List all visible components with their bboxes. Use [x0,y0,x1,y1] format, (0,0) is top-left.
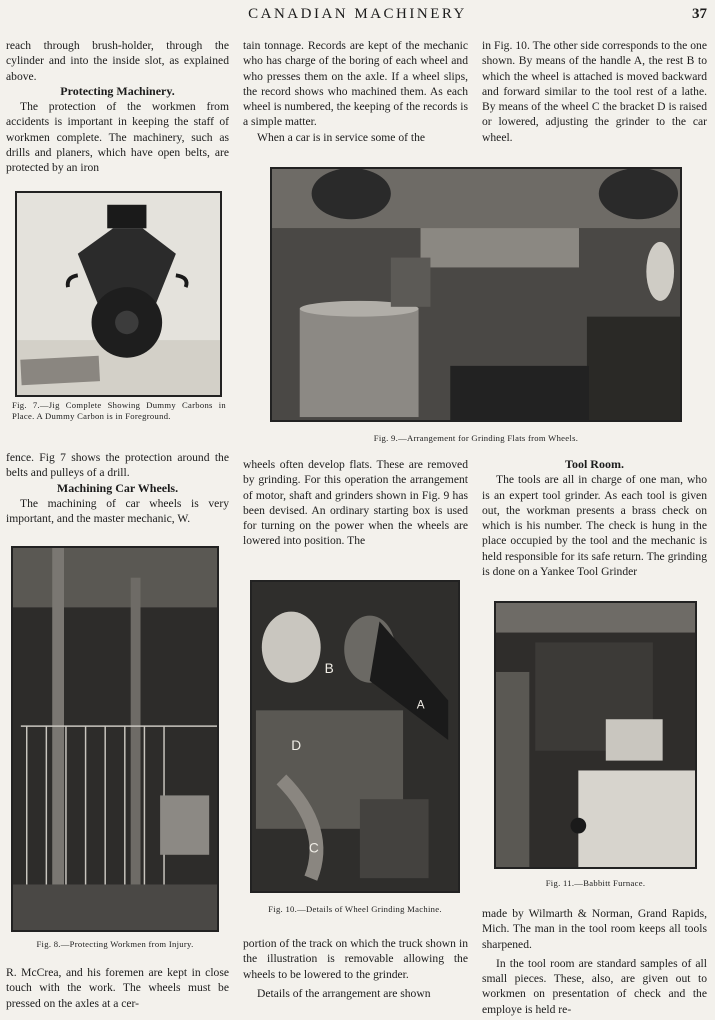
section-heading: Machining Car Wheels. [56,480,179,495]
page-number: 37 [692,6,707,22]
paragraph: When a car is in service some of the [257,130,426,144]
paragraph: reach through brush-holder, through the cylinder and into the inside slot, as explained above. [6,39,229,83]
figure-10-label-c: C [308,840,319,856]
running-head: CANADIAN MACHINERY [248,6,467,22]
column-1-bottom [6,965,229,1011]
paragraph: Details of the arrangement are shown [257,986,431,1000]
paragraph: The protection of the workmen from accidents is important in keeping the staff of workmen complete. The machinery, such as drills and planers, which have open belts, are protected by an iron [6,100,229,175]
column-3-top [482,38,707,145]
column-2-top [243,38,468,145]
figure-11-photo [494,601,697,869]
paragraph: fence. Fig 7 shows the protection around the belts and pulleys of a drill. [6,451,229,480]
paragraph: The machining of car wheels is very important, and the master mechanic, W. [6,496,229,526]
section-heading: Tool Room. [565,457,624,471]
figure-10-label-d: D [291,737,302,753]
figure-8-photo [11,546,219,932]
figure-7-photo [15,191,222,397]
figure-10-label-b: B [324,660,334,676]
figure-8-caption: Fig. 8.—Protecting Workmen from Injury. [36,939,194,949]
paragraph: The tools are all in charge of one man, who is an expert tool grinder. As each tool is given out, the workman presents a brass check on which is his number. The check is hung in the place occupied by the tool and the mechanic is held responsible for its safe return. The grinding is done on a Yankee Tool Grinder [482,473,707,579]
column-2-bottom [243,936,468,1001]
paragraph: made by Wilmarth & Norman, Grand Rapids, Mich. The man in the tool room keeps all tools sharpened. [482,907,707,951]
section-heading: Protecting Machinery. [60,83,175,98]
column-3-bottom [482,906,707,1017]
figure-10-caption: Fig. 10.—Details of Wheel Grinding Machine. [268,904,442,914]
figure-10-photo [250,580,460,893]
column-2-middle [243,457,468,549]
figure-10-label-a: A [416,697,425,712]
paragraph: portion of the track on which the truck shown in the illustration is removable allowing the wheels to be lowered to the grinder. [243,937,468,981]
paragraph: in Fig. 10. The other side corresponds to the one shown. By means of the handle A, the rest B to which the wheel is attached is moved backward and forward similar to the tool rest of a lathe. By means of the wheel C the bracket D is raised or lowered, adjusting the grinder to the car wheel. [482,39,707,144]
paragraph: R. McCrea, and his foremen are kept in close touch with the work. The wheels must be pressed on the axles at a cer- [6,966,229,1010]
column-3-middle [482,457,707,579]
column-1-middle [6,450,229,526]
figure-9-photo [270,167,682,422]
paragraph: In the tool room are standard samples of all small pieces. These, also, are given out to workmen on presentation of check and the employe is held re- [482,956,707,1016]
paragraph: tain tonnage. Records are kept of the mechanic who has charge of the boring of each wheel and who presses them on the axle. If a wheel slips, the record shows who machined them. As each wheel is numbered, the keeping of the records is a simple matter. [243,39,468,129]
column-1-top [6,38,229,176]
figure-11-caption: Fig. 11.—Babbitt Furnace. [545,878,646,888]
figure-7-caption: Fig. 7.—Jig Complete Showing Dummy Carbons in Place. A Dummy Carbon is in Foreground. [12,400,226,421]
paragraph: wheels often develop flats. These are removed by grinding. For this operation the arrangement of motor, shaft and grinders shown in Fig. 9 has been devised. An ordinary starting box is used for turning on the power when the wheels are lowered into position. The [243,458,468,548]
figure-9-caption: Fig. 9.—Arrangement for Grinding Flats from Wheels. [373,433,579,443]
